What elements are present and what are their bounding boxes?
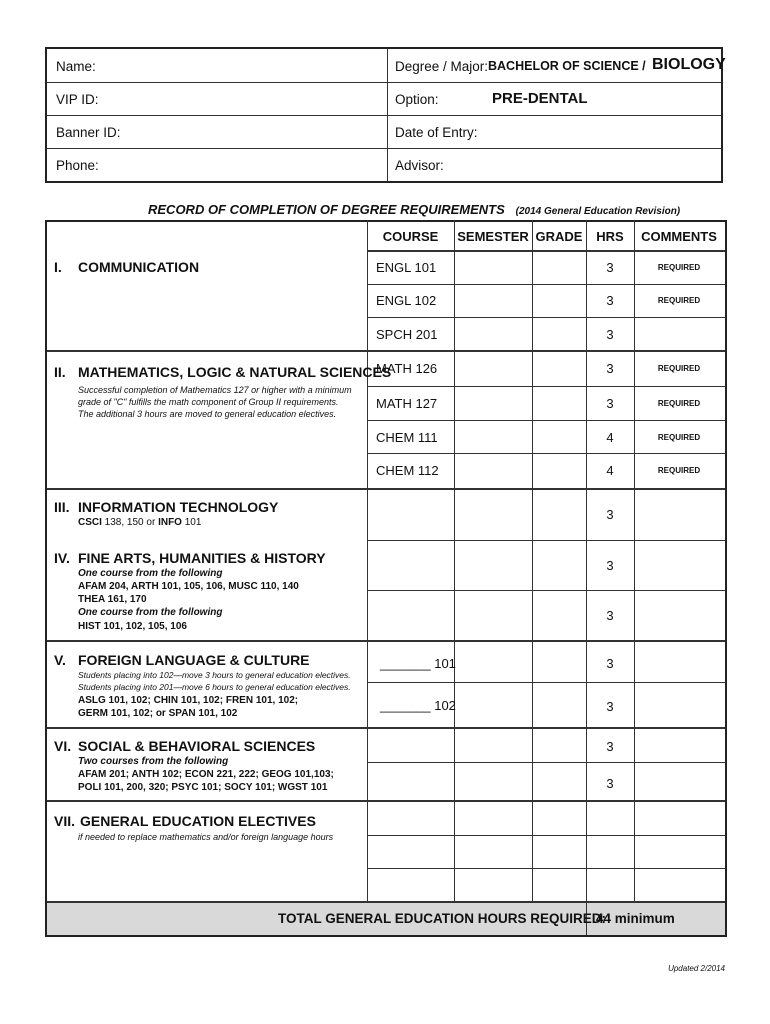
banner-id-label: Banner ID: <box>56 125 121 140</box>
course-cell: ENGL 102 <box>376 293 437 308</box>
section-note: Students placing into 102—move 3 hours to general education electives. <box>78 670 351 680</box>
hrs-cell: 3 <box>606 293 614 308</box>
course-cell: _______ 102 <box>380 698 456 713</box>
grid-line <box>47 901 725 903</box>
hrs-cell: 3 <box>606 656 614 671</box>
name-label: Name: <box>56 59 96 74</box>
section-courses: GERM 101, 102; or SPAN 101, 102 <box>78 708 238 719</box>
grid-line <box>47 488 725 490</box>
section-number: I. <box>54 259 62 275</box>
section-number: IV. <box>54 550 70 566</box>
section-number: III. <box>54 499 70 515</box>
vip-id-label: VIP ID: <box>56 92 99 107</box>
option-label: Option: <box>395 92 439 107</box>
course-cell: ENGL 101 <box>376 260 437 275</box>
section-title: SOCIAL & BEHAVIORAL SCIENCES <box>78 738 316 754</box>
col-hrs: HRS <box>596 229 624 244</box>
total-value: 44 minimum <box>596 911 675 926</box>
grid-line <box>367 540 725 541</box>
hrs-cell: 3 <box>606 260 614 275</box>
section-note: The additional 3 hours are moved to general education electives. <box>78 409 337 419</box>
hrs-cell: 3 <box>606 608 614 623</box>
section-number: V. <box>54 652 66 668</box>
grid-line <box>367 682 725 683</box>
advisor-label: Advisor: <box>395 158 444 173</box>
grid-line <box>367 762 725 763</box>
record-caption <box>148 202 680 217</box>
hrs-cell: 3 <box>606 361 614 376</box>
section-note: grade of "C" fulfills the math component of Group II requirements. <box>78 397 339 407</box>
grid-line <box>367 284 725 285</box>
grid-line <box>367 453 725 454</box>
section-courses: CSCI 138, 150 or INFO 101 <box>78 517 202 528</box>
col-grade: GRADE <box>535 229 583 244</box>
section-note: Successful completion of Mathematics 127 or higher with a minimum <box>78 385 352 395</box>
student-info-box <box>45 47 726 183</box>
grid-line <box>367 868 725 869</box>
comment-cell: REQUIRED <box>657 466 701 475</box>
hrs-cell: 3 <box>606 776 614 791</box>
course-cell: CHEM 111 <box>376 430 438 445</box>
grid-line <box>367 386 725 387</box>
major-value: BIOLOGY <box>652 56 726 73</box>
col-semester: SEMESTER <box>457 229 529 244</box>
grid-line <box>47 350 725 352</box>
section-number: VI. <box>54 738 72 754</box>
course-cell: SPCH 201 <box>376 327 438 342</box>
col-course: COURSE <box>382 229 439 244</box>
section-courses: AFAM 204, ARTH 101, 105, 106, MUSC 110, 140 <box>78 581 299 592</box>
section-note: Students placing into 201—move 6 hours to general education electives. <box>78 682 351 692</box>
section-title: GENERAL EDUCATION ELECTIVES <box>80 813 316 829</box>
course-cell: CHEM 112 <box>376 463 439 478</box>
section-courses: ASLG 101, 102; CHIN 101, 102; FREN 101, 102; <box>78 695 299 706</box>
updated-note: Updated 2/2014 <box>668 964 725 973</box>
grid-line <box>367 835 725 836</box>
hrs-cell: 3 <box>606 396 614 411</box>
comment-cell: REQUIRED <box>657 364 701 373</box>
phone-label: Phone: <box>56 158 99 173</box>
hrs-cell: 4 <box>606 463 614 478</box>
hrs-cell: 3 <box>606 739 614 754</box>
section-title: FOREIGN LANGUAGE & CULTURE <box>78 652 310 668</box>
caption-title: RECORD OF COMPLETION OF DEGREE REQUIREMENTS <box>148 202 505 217</box>
section-number: VII. <box>54 813 76 829</box>
comment-cell: REQUIRED <box>657 399 701 408</box>
section-subheading: Two courses from the following <box>78 756 229 767</box>
degree-value: BACHELOR OF SCIENCE / <box>488 59 646 73</box>
grid-line <box>367 317 725 318</box>
section-subheading: One course from the following <box>78 607 223 618</box>
hrs-cell: 4 <box>606 430 614 445</box>
col-comments: COMMENTS <box>641 229 717 244</box>
course-cell: MATH 126 <box>376 361 438 376</box>
course-cell: _______ 101 <box>380 656 456 671</box>
course-cell: MATH 127 <box>376 396 438 411</box>
comment-cell: REQUIRED <box>657 296 701 305</box>
section-title: FINE ARTS, HUMANITIES & HISTORY <box>78 550 326 566</box>
grid-line <box>47 727 725 729</box>
section-note: if needed to replace mathematics and/or foreign language hours <box>78 832 334 842</box>
grid-line <box>47 640 725 642</box>
hrs-cell: 3 <box>606 558 614 573</box>
total-label: TOTAL GENERAL EDUCATION HOURS REQUIRED: <box>278 911 607 926</box>
option-value: PRE-DENTAL <box>492 90 588 107</box>
comment-cell: REQUIRED <box>657 433 701 442</box>
section-courses: POLI 101, 200, 320; PSYC 101; SOCY 101; WGST 101 <box>78 782 328 793</box>
section-courses: HIST 101, 102, 105, 106 <box>78 621 187 632</box>
section-courses: THEA 161, 170 <box>78 594 147 605</box>
grid-line <box>367 590 725 591</box>
section-title: MATHEMATICS, LOGIC & NATURAL SCIENCES <box>78 364 392 380</box>
comment-cell: REQUIRED <box>657 263 701 272</box>
grid-line <box>367 420 725 421</box>
grid-line <box>47 800 725 802</box>
grid-line <box>367 250 725 252</box>
section-title: INFORMATION TECHNOLOGY <box>78 499 279 515</box>
section-courses: AFAM 201; ANTH 102; ECON 221, 222; GEOG 101,103; <box>78 769 334 780</box>
hrs-cell: 3 <box>606 507 614 522</box>
degree-label: Degree / Major: <box>395 59 489 74</box>
section-number: II. <box>54 364 66 380</box>
section-title: COMMUNICATION <box>78 259 200 275</box>
date-of-entry-label: Date of Entry: <box>395 125 478 140</box>
section-subheading: One course from the following <box>78 568 223 579</box>
caption-revision: (2014 General Education Revision) <box>515 206 681 217</box>
hrs-cell: 3 <box>606 699 614 714</box>
hrs-cell: 3 <box>606 327 614 342</box>
